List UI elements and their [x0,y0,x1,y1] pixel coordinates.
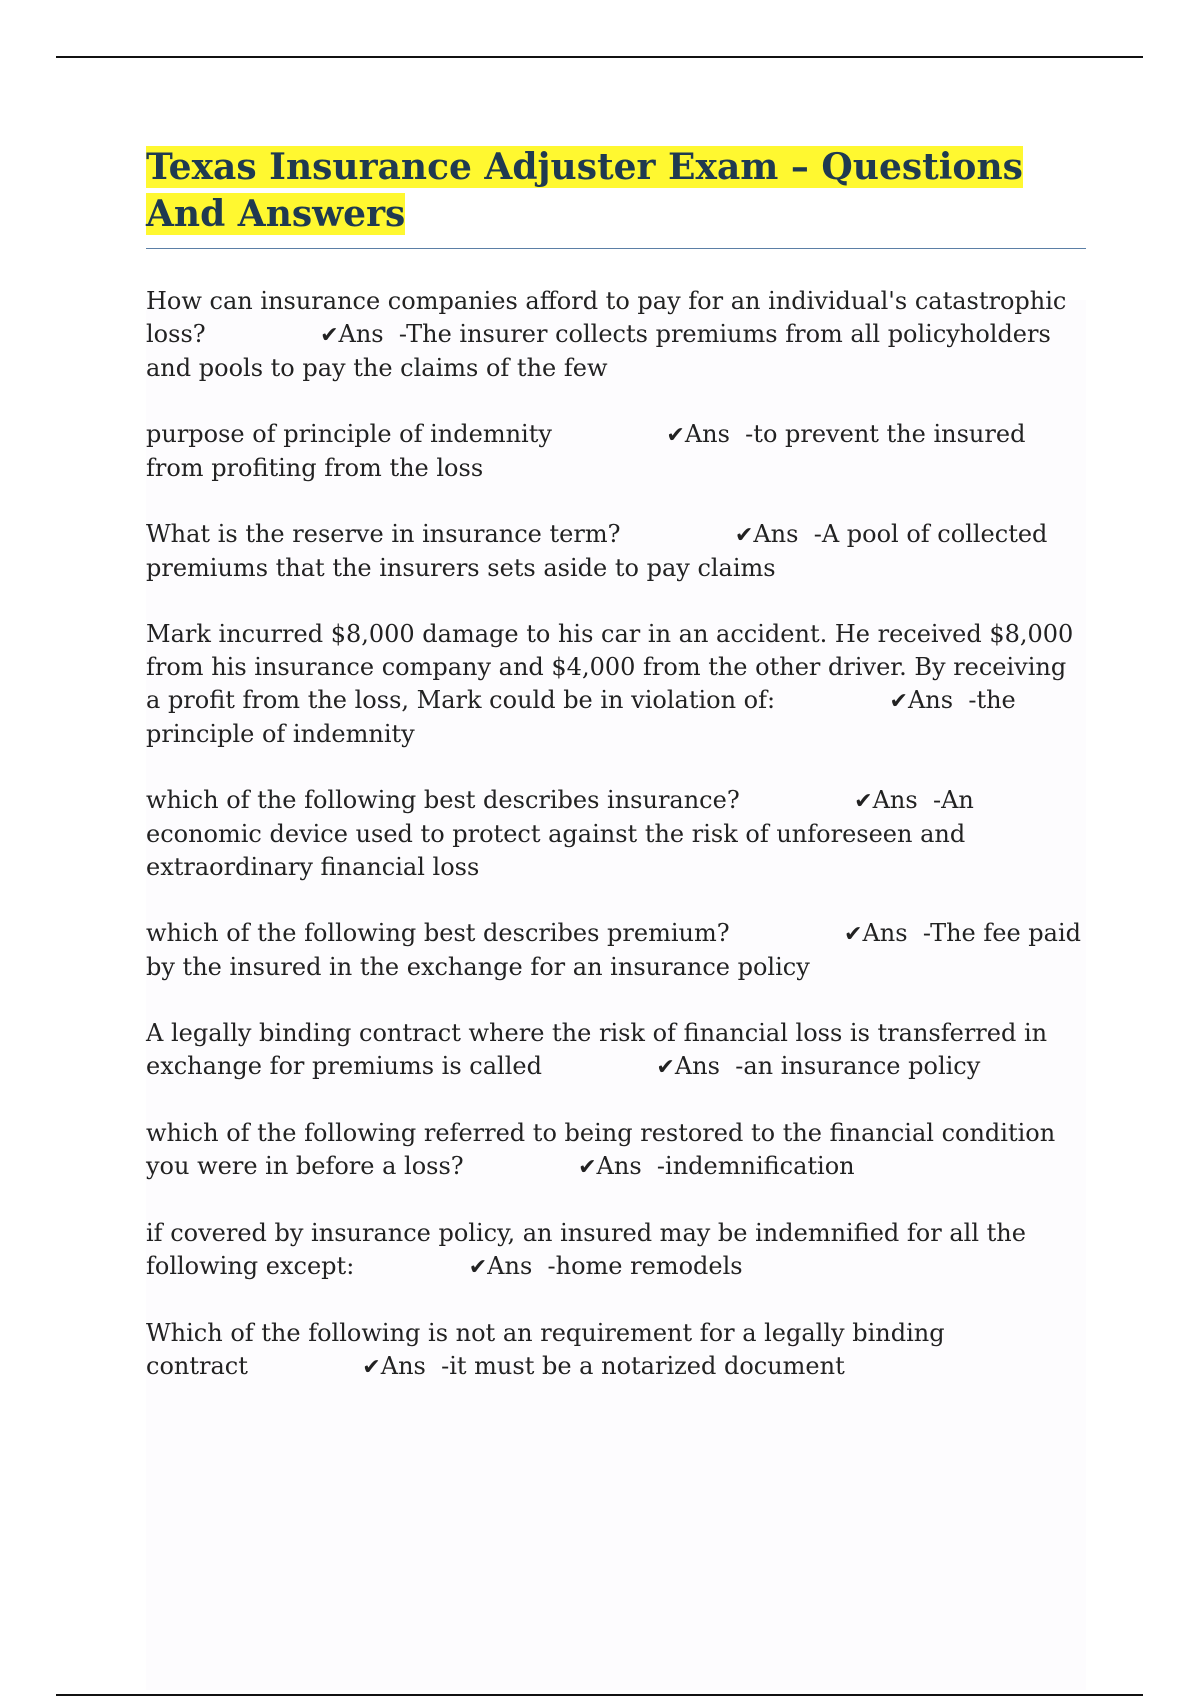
qa-item [146,1217,1086,1284]
qa-item [146,1017,1086,1084]
check-icon: ✔ [734,523,754,548]
question-text: which of the following best describes insurance? [146,786,740,814]
answer-text: it must be a notarized document [449,1352,845,1380]
question-text: if covered by insurance policy, an insured may be indemnified for all the following except: [146,1219,1034,1280]
check-icon: ✔ [889,689,908,714]
answer-prefix: Ans - [753,520,822,548]
title-block [146,144,1086,249]
qa-list [146,285,1089,1384]
question-text: What is the reserve in insurance term? [146,520,621,548]
document-body [146,144,1089,1417]
answer-prefix: Ans - [338,320,407,348]
document-title-text: Texas Insurance Adjuster Exam – Questions And Answers [146,146,1023,235]
answer-prefix: Ans - [487,1252,556,1280]
answer-text: indemnification [665,1152,855,1180]
check-icon: ✔ [854,789,873,814]
qa-item [146,1317,1086,1384]
header-rule [56,56,1143,58]
qa-item [146,285,1086,385]
question-text: Mark incurred $8,000 damage to his car in an accident. He received $8,000 from his insurance company and $4,000 from the other driver. By receiving a profit from the loss, Mark could be in violation of: [146,620,1081,714]
answer-text: The insurer collects premiums from all policyholders and pools to pay the claims of the few [146,320,1059,382]
answer-prefix: Ans - [872,786,942,814]
question-text: Which of the following is not an requirement for a legally binding contract [146,1319,953,1380]
answer-prefix: Ans - [684,420,754,448]
qa-item [146,518,1086,585]
question-text: purpose of principle of indemnity [146,420,552,448]
answer-prefix: Ans - [862,919,931,947]
question-text: A legally binding contract where the risk of financial loss is transferred in exchange for premiums is called [146,1019,1055,1080]
check-icon: ✔ [578,1155,597,1180]
answer-prefix: Ans - [380,1352,450,1380]
answer-text: home remodels [555,1252,743,1280]
answer-text: the principle of indemnity [146,686,1024,748]
qa-item [146,784,1086,884]
check-icon: ✔ [320,323,339,348]
answer-text: The fee paid by the insured in the exchange for an insurance policy [146,919,1089,981]
answer-prefix: Ans - [596,1152,666,1180]
answer-text: an insurance policy [743,1052,981,1080]
footer-rule [56,1694,1143,1696]
answer-text: An economic device used to protect against the risk of unforeseen and extraordinary financial loss [146,786,982,881]
qa-item [146,1117,1086,1184]
answer-prefix: Ans - [907,686,977,714]
question-text: How can insurance companies afford to pay for an individual's catastrophic loss? [146,287,1075,348]
qa-item [146,418,1086,485]
check-icon: ✔ [468,1255,488,1280]
answer-prefix: Ans - [674,1052,744,1080]
answer-text: to prevent the insured from profiting from the loss [146,420,1034,482]
qa-item [146,917,1089,984]
check-icon: ✔ [844,922,863,947]
question-text: which of the following best describes premium? [146,919,730,947]
qa-item [146,618,1086,751]
check-icon: ✔ [656,1055,675,1080]
answer-text: A pool of collected premiums that the insurers sets aside to pay claims [146,520,1056,582]
check-icon: ✔ [362,1355,381,1380]
question-text: which of the following referred to being restored to the financial condition you were in before a loss? [146,1119,1063,1180]
check-icon: ✔ [666,423,685,448]
document-title [146,144,1086,238]
